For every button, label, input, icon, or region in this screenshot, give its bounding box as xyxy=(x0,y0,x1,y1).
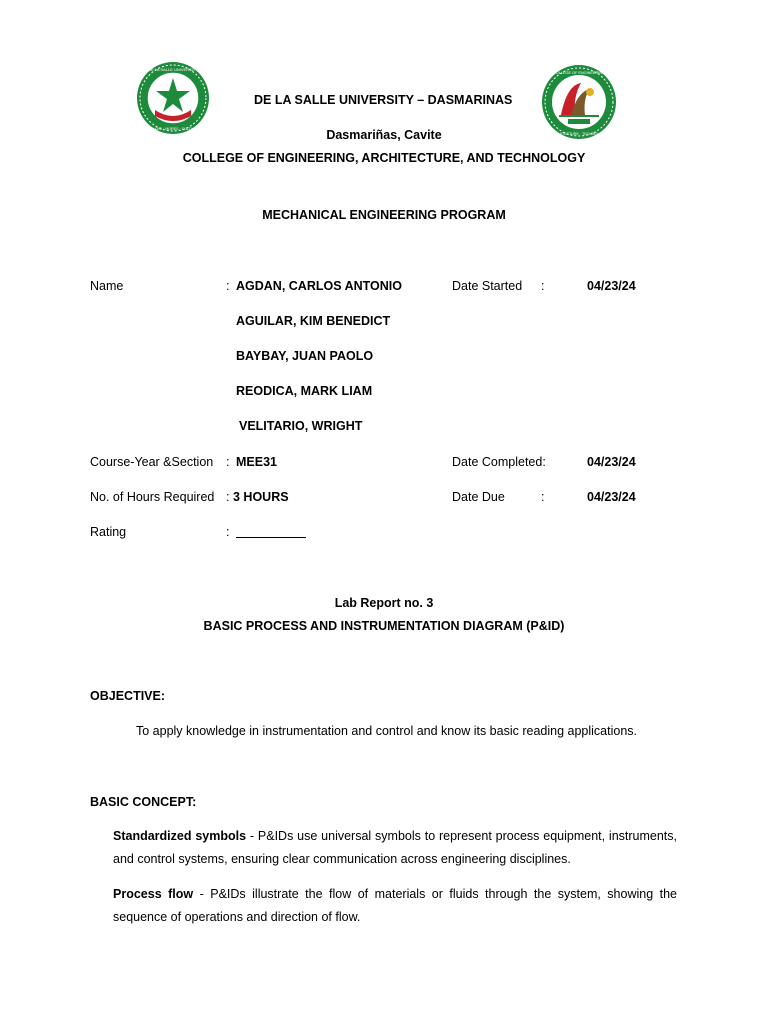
concept-text: P&IDs use universal symbols to represent process equipment, instruments, and control systems, ensuring clear communication across engineering disciplines. xyxy=(113,829,678,866)
objective-text: To apply knowledge in instrumentation and control and know its basic reading applications. xyxy=(136,724,637,738)
svg-text:COLLEGE OF ENGINEERING: COLLEGE OF ENGINEERING xyxy=(553,71,605,75)
svg-text:DE LA SALLE UNIVERSITY: DE LA SALLE UNIVERSITY xyxy=(147,67,199,72)
concept-term: Process flow xyxy=(113,887,194,901)
rating-blank-line xyxy=(236,527,306,541)
objective-heading: OBJECTIVE: xyxy=(90,689,166,703)
date-due-label: Date Due xyxy=(452,490,505,504)
date-due-colon: : xyxy=(541,490,545,504)
college-name: COLLEGE OF ENGINEERING, ARCHITECTURE, AND TECHNOLOGY xyxy=(182,151,586,165)
student-name: VELITARIO, WRIGHT xyxy=(239,419,363,433)
course-label: Course-Year &Section xyxy=(90,455,214,469)
hours-colon: : xyxy=(226,490,230,504)
university-location: Dasmariñas, Cavite xyxy=(326,128,442,142)
lab-report-number: Lab Report no. 3 xyxy=(334,596,434,610)
rating-label: Rating xyxy=(90,525,127,539)
svg-text:ARCHITECTURE · TECHNOLOGY: ARCHITECTURE · TECHNOLOGY xyxy=(550,132,608,136)
concept-text: P&IDs illustrate the flow of materials or fluids through the system, showing the sequence of operations and direction of flow. xyxy=(113,887,678,924)
date-started-value: 04/23/24 xyxy=(587,279,636,293)
university-name: DE LA SALLE UNIVERSITY – DASMARINAS xyxy=(254,93,513,107)
rating-colon: : xyxy=(226,525,230,539)
student-name: REODICA, MARK LIAM xyxy=(236,384,373,398)
date-started-colon: : xyxy=(541,279,545,293)
course-value: MEE31 xyxy=(236,455,277,469)
student-name: AGDAN, CARLOS ANTONIO xyxy=(236,279,402,293)
program-name: MECHANICAL ENGINEERING PROGRAM xyxy=(262,208,506,222)
student-name: BAYBAY, JUAN PAOLO xyxy=(236,349,374,363)
svg-text:RELIGIO · MORES · CULTURA: RELIGIO · MORES · CULTURA xyxy=(147,127,199,131)
date-completed-value: 04/23/24 xyxy=(587,455,636,469)
date-due-value: 04/23/24 xyxy=(587,490,636,504)
name-colon: : xyxy=(226,279,230,293)
hours-label: No. of Hours Required xyxy=(90,490,215,504)
course-colon: : xyxy=(226,455,230,469)
concept-term: Standardized symbols xyxy=(113,829,247,843)
name-label: Name xyxy=(90,279,124,293)
hours-value: 3 HOURS xyxy=(233,490,289,504)
university-seal-logo xyxy=(136,60,210,136)
concept-item-process-flow xyxy=(113,883,677,928)
basic-concept-heading: BASIC CONCEPT: xyxy=(90,795,197,809)
concept-separator: - xyxy=(193,887,211,901)
date-completed-label: Date Completed: xyxy=(452,455,546,469)
date-started-label: Date Started xyxy=(452,279,523,293)
concept-separator: - xyxy=(246,829,258,843)
lab-report-title: BASIC PROCESS AND INSTRUMENTATION DIAGRAM (P&ID) xyxy=(203,619,565,633)
student-name: AGUILAR, KIM BENEDICT xyxy=(236,314,391,328)
concept-item-standardized-symbols xyxy=(113,825,677,870)
